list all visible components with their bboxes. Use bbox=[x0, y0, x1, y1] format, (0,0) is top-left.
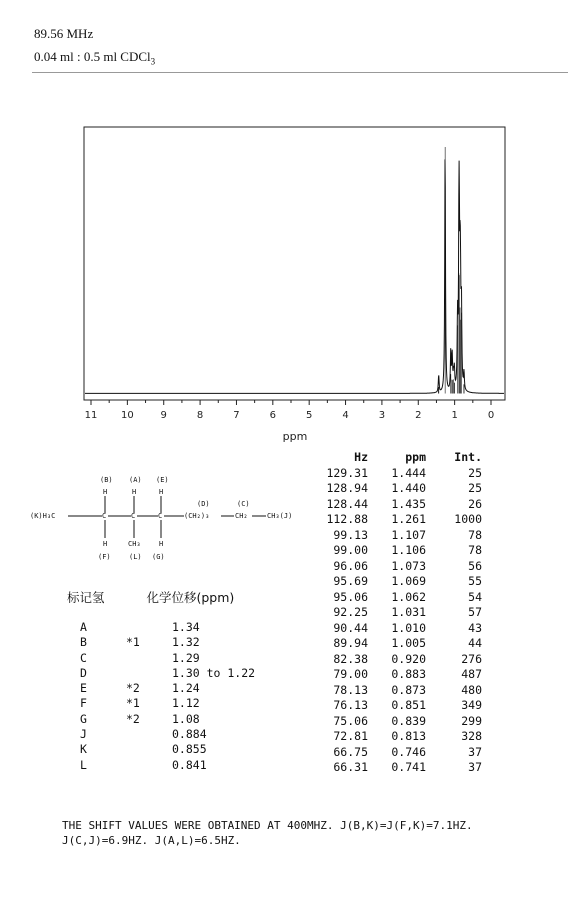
h-top-3: H bbox=[159, 488, 164, 496]
cell-ppm: 1.031 bbox=[391, 605, 426, 619]
cell-int: 25 bbox=[468, 481, 482, 495]
table-row bbox=[318, 512, 482, 528]
table-row bbox=[318, 683, 482, 699]
table-row bbox=[318, 543, 482, 559]
cell-ppm: 0.883 bbox=[391, 667, 426, 681]
footnote-line-2: J(C,J)=6.9HZ. J(A,L)=6.5HZ. bbox=[62, 834, 241, 847]
cell-ppm: 1.010 bbox=[391, 620, 426, 635]
cell-ppm: 0.746 bbox=[391, 744, 426, 759]
table-row bbox=[318, 652, 482, 668]
assignment-mark bbox=[126, 666, 172, 681]
cell-hz: 99.13 bbox=[333, 527, 368, 542]
assignment-mark: *2 bbox=[126, 681, 140, 696]
cell-ppm: 0.873 bbox=[391, 682, 426, 697]
cell-int: 487 bbox=[461, 667, 482, 681]
assignment-label: B bbox=[80, 635, 87, 650]
assignment-shift: 1.08 bbox=[172, 711, 200, 726]
cell-ppm: 1.435 bbox=[391, 496, 426, 511]
label-A: (A) bbox=[129, 476, 142, 484]
x-tick-label: 0 bbox=[487, 410, 495, 421]
carbon-1: C bbox=[102, 512, 107, 520]
cell-ppm: 1.261 bbox=[391, 512, 426, 526]
assignment-mark bbox=[126, 758, 172, 773]
peak-table-header bbox=[318, 450, 482, 466]
table-row bbox=[318, 574, 482, 590]
cell-hz: 112.88 bbox=[326, 512, 368, 526]
x-tick-label: 10 bbox=[120, 410, 134, 421]
assignment-shift: 1.32 bbox=[172, 635, 200, 650]
table-row bbox=[318, 559, 482, 575]
table-row bbox=[318, 729, 482, 745]
cell-int: 299 bbox=[461, 713, 482, 728]
x-tick-label: 5 bbox=[305, 410, 313, 421]
cell-int: 480 bbox=[461, 682, 482, 697]
h-bottom-3: H bbox=[159, 540, 164, 548]
shift-assignment-list bbox=[80, 620, 292, 773]
assignment-shift: 0.884 bbox=[172, 727, 207, 742]
cell-int: 44 bbox=[468, 636, 482, 650]
cell-int: 54 bbox=[468, 589, 482, 604]
header-ppm: ppm bbox=[405, 450, 426, 464]
ch2-C: CH₂ bbox=[235, 512, 248, 520]
cell-hz: 96.06 bbox=[333, 558, 368, 573]
x-tick-label: 1 bbox=[451, 410, 458, 421]
cell-hz: 66.31 bbox=[333, 760, 368, 774]
assignment-shift: 1.12 bbox=[172, 696, 200, 711]
list-item bbox=[80, 712, 292, 727]
assignment-mark: *1 bbox=[126, 635, 140, 650]
cell-int: 57 bbox=[468, 605, 482, 619]
assignment-shift: 0.855 bbox=[172, 742, 207, 757]
spectrum-trace bbox=[85, 159, 504, 393]
assignment-mark bbox=[126, 742, 172, 757]
ch2-chain: (CH₂)₃ bbox=[184, 512, 210, 520]
header-hz: Hz bbox=[354, 450, 368, 464]
cell-ppm: 1.107 bbox=[391, 527, 426, 542]
cell-hz: 66.75 bbox=[333, 744, 368, 759]
cell-hz: 92.25 bbox=[333, 605, 368, 619]
plot-frame bbox=[84, 127, 505, 400]
h-top-2: H bbox=[132, 488, 137, 496]
cell-ppm: 1.062 bbox=[391, 589, 426, 604]
x-tick-label: 11 bbox=[84, 410, 98, 421]
cell-hz: 128.94 bbox=[326, 481, 368, 495]
list-item bbox=[80, 681, 292, 696]
table-row bbox=[318, 621, 482, 637]
footnote-line-1: THE SHIFT VALUES WERE OBTAINED AT 400MHZ. J(B,K)=J(F,K)=7.1HZ. bbox=[62, 819, 473, 832]
cell-hz: 129.31 bbox=[326, 465, 368, 480]
table-row bbox=[318, 590, 482, 606]
list-item bbox=[80, 635, 292, 650]
cell-hz: 82.38 bbox=[333, 651, 368, 666]
sample-concentration-text: 0.04 ml : 0.5 ml CDCl bbox=[34, 49, 151, 64]
assignment-mark bbox=[126, 727, 172, 742]
header-int: Int. bbox=[454, 450, 482, 464]
cell-ppm: 1.106 bbox=[391, 543, 426, 557]
table-row bbox=[318, 714, 482, 730]
table-row bbox=[318, 497, 482, 513]
h-bottom-1: H bbox=[103, 540, 108, 548]
assignment-label: C bbox=[80, 650, 87, 665]
table-row bbox=[318, 481, 482, 497]
label-C: (C) bbox=[237, 500, 250, 508]
cell-ppm: 1.444 bbox=[391, 465, 426, 480]
assignment-mark: *2 bbox=[126, 711, 140, 726]
spectrometer-frequency: 89.56 MHz bbox=[34, 26, 94, 41]
cell-hz: 75.06 bbox=[333, 713, 368, 728]
label-B: (B) bbox=[100, 476, 113, 484]
peak-table-body bbox=[318, 466, 482, 776]
assignment-mark bbox=[126, 651, 172, 666]
methyl-J: CH₃(J) bbox=[267, 512, 293, 520]
cell-hz: 72.81 bbox=[333, 729, 368, 743]
list-item bbox=[80, 758, 292, 773]
x-axis-label: ppm bbox=[282, 430, 308, 443]
cell-ppm: 0.813 bbox=[391, 729, 426, 743]
cell-hz: 76.13 bbox=[333, 698, 368, 712]
cell-hz: 90.44 bbox=[333, 620, 368, 635]
cell-int: 37 bbox=[468, 744, 482, 759]
x-axis-tick-labels bbox=[85, 410, 495, 421]
label-L: (L) bbox=[129, 553, 142, 561]
nmr-spectrum-chart bbox=[0, 0, 570, 450]
x-tick-label: 9 bbox=[160, 410, 167, 421]
carbon-3: C bbox=[158, 512, 163, 520]
label-column-title: 标记氢 bbox=[67, 590, 105, 605]
sample-concentration-subscript: 3 bbox=[150, 56, 156, 67]
ch3-bottom: CH₃ bbox=[128, 540, 141, 548]
cell-ppm: 1.069 bbox=[391, 574, 426, 588]
table-row bbox=[318, 636, 482, 652]
assignment-shift: 1.29 bbox=[172, 650, 200, 665]
list-item bbox=[80, 666, 292, 681]
table-row bbox=[318, 667, 482, 683]
table-row bbox=[318, 745, 482, 761]
table-row bbox=[318, 466, 482, 482]
cell-ppm: 0.839 bbox=[391, 713, 426, 728]
list-item bbox=[80, 696, 292, 711]
cell-hz: 79.00 bbox=[333, 667, 368, 681]
cell-int: 349 bbox=[461, 698, 482, 712]
shift-table-header bbox=[67, 588, 234, 606]
h-top-1: H bbox=[103, 488, 108, 496]
list-item bbox=[80, 742, 292, 757]
x-tick-label: 7 bbox=[233, 410, 240, 421]
assignment-mark bbox=[126, 620, 172, 635]
cell-hz: 78.13 bbox=[333, 682, 368, 697]
x-tick-label: 6 bbox=[269, 410, 277, 421]
label-D: (D) bbox=[197, 500, 210, 508]
cell-hz: 89.94 bbox=[333, 636, 368, 650]
assignment-label: E bbox=[80, 681, 87, 696]
cell-int: 328 bbox=[461, 729, 482, 743]
list-item bbox=[80, 651, 292, 666]
cell-hz: 128.44 bbox=[326, 496, 368, 511]
assignment-shift: 1.30 to 1.22 bbox=[172, 665, 256, 680]
x-tick-label: 3 bbox=[378, 410, 386, 421]
cell-ppm: 1.005 bbox=[391, 636, 426, 650]
x-tick-label: 2 bbox=[415, 410, 422, 421]
shift-column-title: 化学位移(ppm) bbox=[146, 590, 235, 605]
assignment-mark: *1 bbox=[126, 696, 140, 711]
cell-ppm: 0.741 bbox=[391, 760, 426, 774]
cell-hz: 99.00 bbox=[333, 543, 368, 557]
cell-int: 25 bbox=[468, 465, 482, 480]
cell-int: 276 bbox=[461, 651, 482, 666]
table-row bbox=[318, 760, 482, 776]
x-tick-label: 8 bbox=[196, 410, 204, 421]
x-tick-label: 4 bbox=[342, 410, 349, 421]
assignment-label: F bbox=[80, 696, 87, 711]
label-F: (F) bbox=[98, 553, 111, 561]
methyl-K: (K)H₃C bbox=[30, 512, 56, 520]
table-row bbox=[318, 605, 482, 621]
molecular-structure bbox=[30, 472, 320, 572]
cell-ppm: 0.851 bbox=[391, 698, 426, 712]
label-G: (G) bbox=[152, 553, 165, 561]
table-row bbox=[318, 528, 482, 544]
peak-table bbox=[318, 450, 482, 776]
cell-ppm: 1.440 bbox=[391, 481, 426, 495]
cell-int: 37 bbox=[468, 760, 482, 774]
cell-int: 1000 bbox=[454, 512, 482, 526]
assignment-label: D bbox=[80, 665, 87, 680]
footnote bbox=[62, 818, 473, 848]
cell-int: 56 bbox=[468, 558, 482, 573]
assignment-label: G bbox=[80, 711, 87, 726]
assignment-shift: 1.34 bbox=[172, 620, 200, 634]
cell-hz: 95.06 bbox=[333, 589, 368, 604]
cell-ppm: 1.073 bbox=[391, 558, 426, 573]
cell-int: 78 bbox=[468, 527, 482, 542]
assignment-label: J bbox=[80, 727, 87, 742]
assignment-shift: 0.841 bbox=[172, 757, 207, 772]
cell-int: 55 bbox=[468, 574, 482, 588]
list-item bbox=[80, 620, 292, 635]
cell-ppm: 0.920 bbox=[391, 651, 426, 666]
label-E: (E) bbox=[156, 476, 169, 484]
cell-int: 43 bbox=[468, 620, 482, 635]
x-axis-ticks bbox=[91, 400, 491, 405]
cell-int: 26 bbox=[468, 496, 482, 511]
carbon-2: C bbox=[131, 512, 136, 520]
assignment-label: A bbox=[80, 620, 87, 634]
list-item bbox=[80, 727, 292, 742]
cell-hz: 95.69 bbox=[333, 574, 368, 588]
assignment-shift: 1.24 bbox=[172, 681, 200, 696]
assignment-label: L bbox=[80, 757, 87, 772]
table-row bbox=[318, 698, 482, 714]
assignment-label: K bbox=[80, 742, 87, 757]
cell-int: 78 bbox=[468, 543, 482, 557]
